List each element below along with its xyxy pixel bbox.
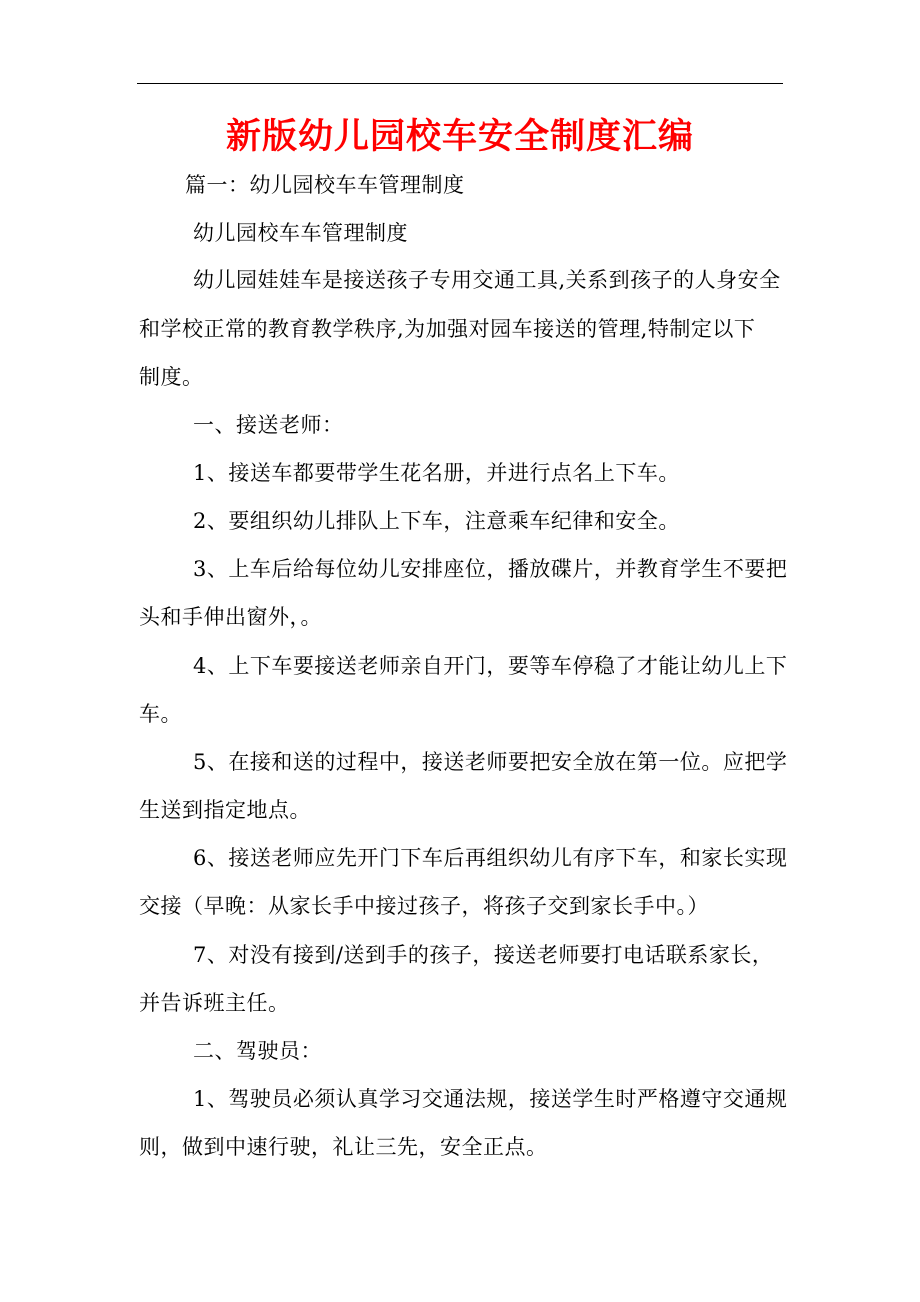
list-item-continuation: 则，做到中速行驶，礼让三先，安全正点。 — [139, 1135, 548, 1159]
section-heading: 二、驾驶员： — [193, 1039, 322, 1063]
list-item: 7、对没有接到/送到手的孩子，接送老师要打电话联系家长， — [193, 943, 774, 967]
list-item-continuation: 车。 — [139, 702, 182, 726]
list-item-continuation: 交接（早晚：从家长手中接过孩子，将孩子交到家长手中。） — [139, 894, 709, 918]
list-item: 6、接送老师应先开门下车后再组织幼儿有序下车，和家长实现 — [193, 846, 788, 870]
list-item: 5、在接和送的过程中，接送老师要把安全放在第一位。应把学 — [193, 750, 788, 774]
subtitle: 幼儿园校车车管理制度 — [193, 221, 408, 245]
list-item-continuation: 生送到指定地点。 — [139, 798, 311, 822]
header-rule — [137, 83, 783, 84]
list-item-continuation: 头和手伸出窗外，。 — [139, 605, 322, 629]
paragraph-line: 幼儿园娃娃车是接送孩子专用交通工具,关系到孩子的人身安全 — [193, 268, 781, 292]
paragraph-line: 和学校正常的教育教学秩序,为加强对园车接送的管理,特制定以下 — [139, 317, 756, 341]
document-title: 新版幼儿园校车安全制度汇编 — [225, 116, 694, 157]
list-item: 4、上下车要接送老师亲自开门，要等车停稳了才能让幼儿上下 — [193, 654, 788, 678]
list-item: 1、接送车都要带学生花名册，并进行点名上下车。 — [193, 461, 680, 485]
paragraph-line: 制度。 — [139, 365, 204, 389]
list-item: 2、要组织幼儿排队上下车，注意乘车纪律和安全。 — [193, 509, 680, 533]
section-heading-part-one: 篇一：幼儿园校车车管理制度 — [185, 173, 465, 197]
list-item: 3、上车后给每位幼儿安排座位，播放碟片，并教育学生不要把 — [193, 557, 788, 581]
section-heading: 一、接送老师： — [193, 413, 344, 437]
list-item: 1、驾驶员必须认真学习交通法规，接送学生时严格遵守交通规 — [193, 1087, 788, 1111]
list-item-continuation: 并告诉班主任。 — [139, 991, 290, 1015]
